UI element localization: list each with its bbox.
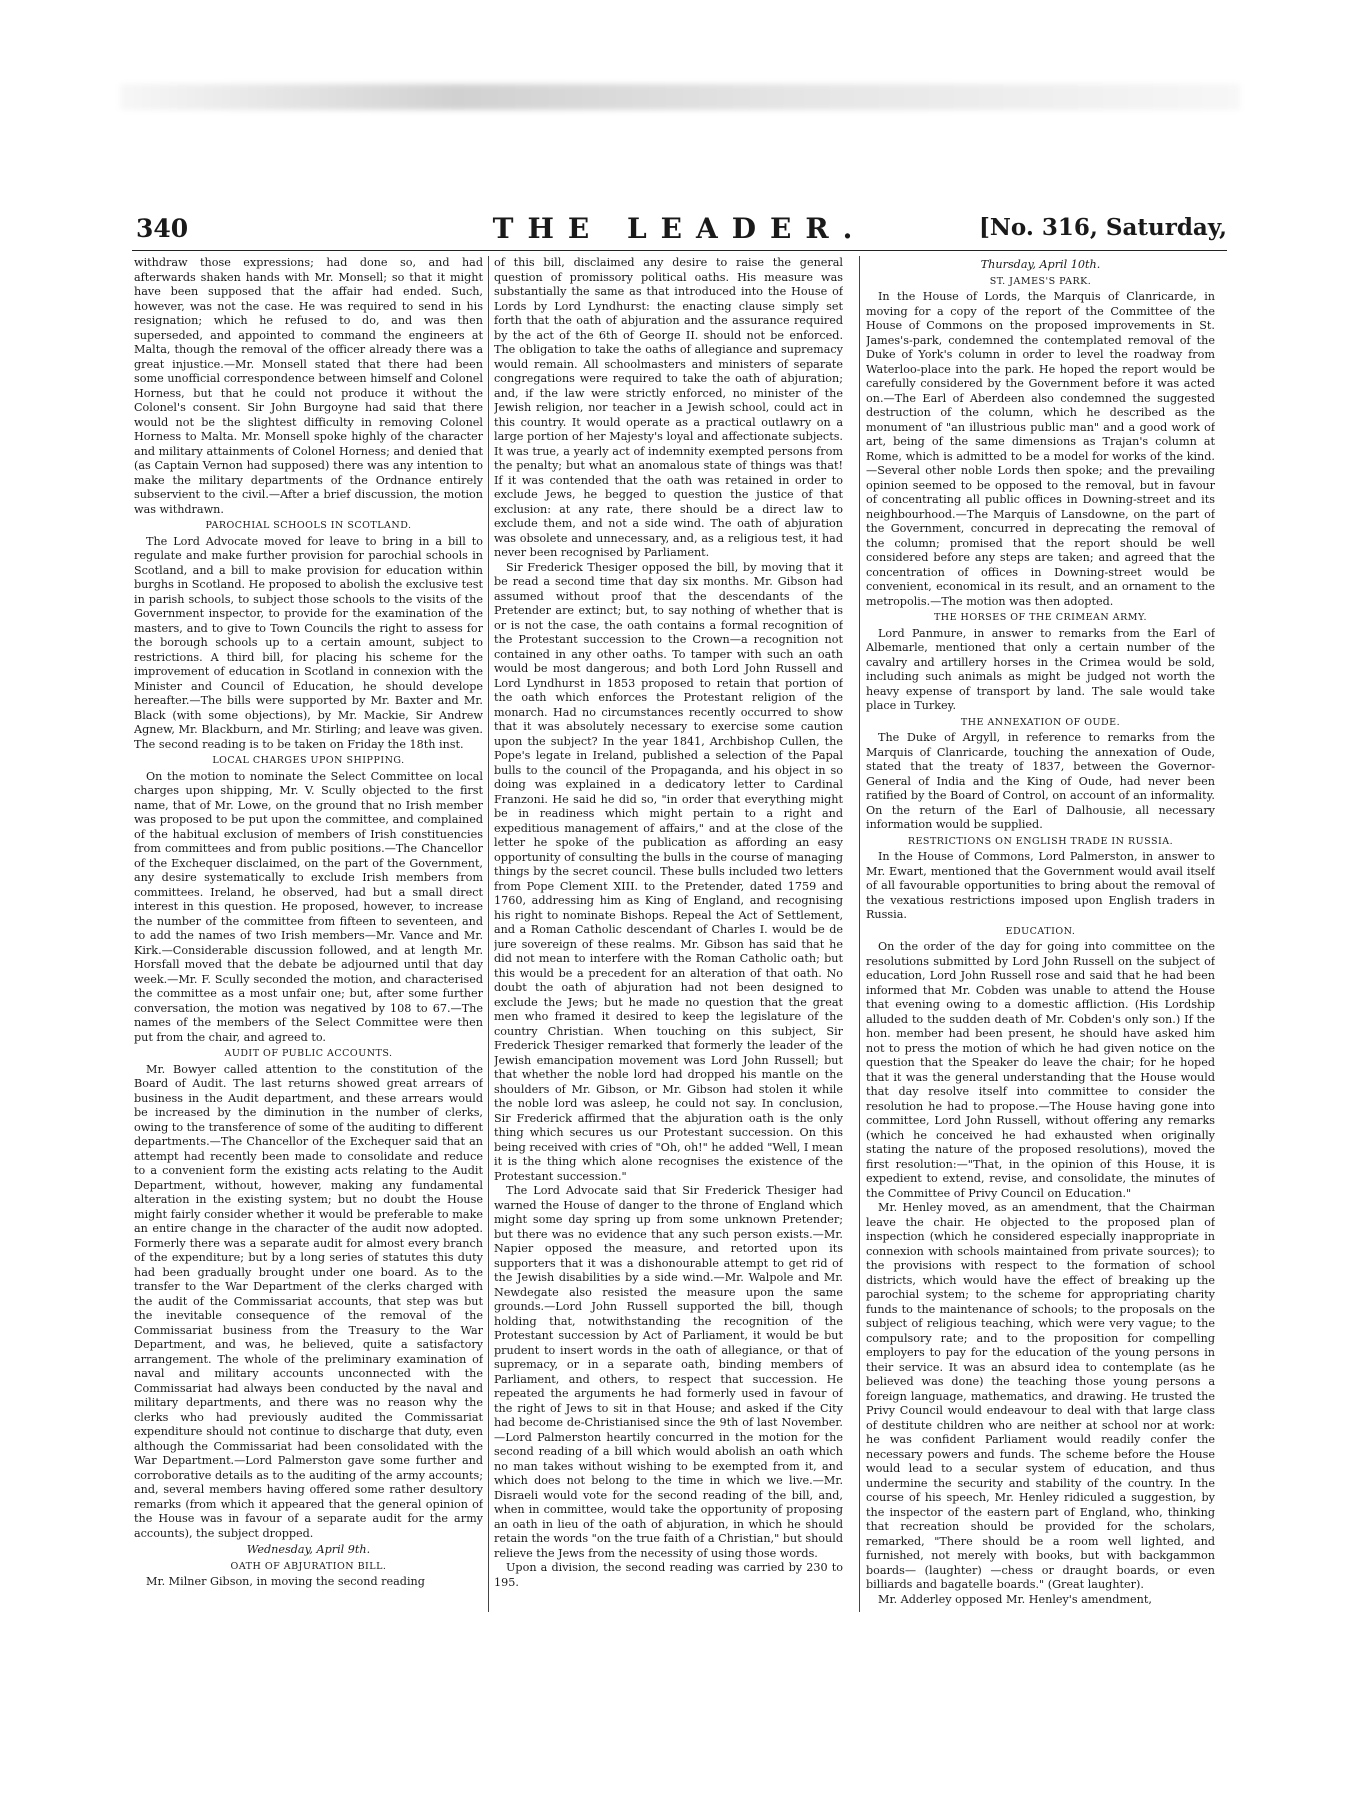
column-2 (494, 256, 843, 1612)
section-heading: EDUCATION. (1005, 925, 1076, 937)
article-paragraph: The Duke of Argyll, in reference to remarks from the Marquis of Clanricarde, touching the annexation of Oude, stated that the treaty of 1837, between the Governor-General of India and the King of Oude, had never been ratified by the Board of Control, on account of an informality. On the return of the Earl of Dalhousie, all necessary information would be supplied. (866, 731, 1215, 831)
dateline: Thursday, April 10th. (980, 258, 1101, 271)
article-paragraph: In the House of Commons, Lord Palmerston, in answer to Mr. Ewart, mentioned that the Government would avail itself of all favourable opportunities to bring about the removal of the vexatious restrictions imposed upon English traders in Russia. (866, 850, 1215, 921)
dateline: Wednesday, April 9th. (246, 1543, 371, 1556)
column-1 (134, 256, 483, 1612)
article-paragraph: Sir Frederick Thesiger opposed the bill, by moving that it be read a second time that day six months. Mr. Gibson had assumed without proof that the descendants of the Pretender are extinct; but, to say nothing of whether that is or is not the case, the oath contains a formal recognition of the Protestant succession to the Crown—a recognition not contained in any other oaths. To tamper with such an oath would be most dangerous; and both Lord John Russell and Lord Lyndhurst in 1853 proposed to retain that portion of the oath which enforces the Protestant religion of the monarch. Had no circumstances recently occurred to show that it was absolutely necessary to exercise some caution upon the subject? In the year 1841, Archbishop Cullen, the Pope's legate in Ireland, published a selection of the Papal bulls to the council of the Propaganda, and his object in so doing was explained in a dedicatory letter to Cardinal Franzoni. He said he did so, "in order that everything might be in readiness which might pertain to a right and expeditious management of affairs," and at the close of the letter he spoke of the publication as affording an easy opportunity of consulting the bulls in the course of managing things by the secret council. These bulls included two letters from Pope Clement XIII. to the Pretender, dated 1759 and 1760, addressing him as King of England, and recognising his right to nominate Bishops. Repeal the Act of Settlement, and a Roman Catholic descendant of Charles I. would be de jure sovereign of these realms. Mr. Gibson has said that he did not mean to interfere with the Roman Catholic oath; but this would be a precedent for an alteration of that oath. No doubt the oath of abjuration had not been designed to exclude the Jews; but he made no question that the great men who framed it desired to keep the legislature of the country Christian. When touching on this subject, Sir Frederick Thesiger remarked that formerly the leader of the Jewish emancipation movement was Lord John Russell; but that whether the noble lord had dropped his mantle on the shoulders of Mr. Gibson, or Mr. Gibson had stolen it while the noble lord was asleep, he could not say. In conclusion, Sir Frederick affirmed that the abjuration oath is the only thing which secures us our Protestant succession. On this being received with cries of "Oh, oh!" he added "Well, I mean it is the thing which alone recognises the existence of the Protestant succession." (494, 560, 843, 1183)
article-paragraph: withdraw those expressions; had done so, and had afterwards shaken hands with Mr. Monsell; so that it might have been supposed that the affair had ended. Such, however, was not the case. He was required to send in his resignation; which he refused to do, and was then superseded, and appointed to command the engineers at Malta, though the removal of the officer already there was a great injustice.—Mr. Monsell stated that there had been some unofficial correspondence between himself and Colonel Horness, but that he could not produce it without the Colonel's consent. Sir John Burgoyne had said that there would not be the slightest difficulty in removing Colonel Horness to Malta. Mr. Monsell spoke highly of the character and military attainments of Colonel Horness; and denied that (as Captain Vernon had supposed) there was any intention to make the military departments of the Ordnance entirely subservient to the civil.—After a brief discussion, the motion was withdrawn. (134, 256, 483, 516)
article-paragraph: On the motion to nominate the Select Committee on local charges upon shipping, Mr. V. Scully objected to the first name, that of Mr. Lowe, on the ground that no Irish member was proposed to be put upon the committee, and complained of the habitual exclusion of members of Irish constituencies from committees and from public positions.—The Chancellor of the Exchequer disclaimed, on the part of the Government, any desire systematically to exclude Irish members from committees. Ireland, he observed, had but a small direct interest in this question. He proposed, however, to increase the number of the committee from fifteen to seventeen, and to add the names of two Irish members—Mr. Vance and Mr. Kirk.—Considerable discussion followed, and at length Mr. Horsfall moved that the debate be adjourned until that day week.—Mr. F. Scully seconded the motion, and characterised the committee as a most unfair one; but, after some further conversation, the motion was negatived by 108 to 67.—The names of the members of the Select Committee were then put from the chair, and agreed to. (134, 769, 483, 1044)
article-paragraph: Mr. Henley moved, as an amendment, that the Chairman leave the chair. He objected to the proposed plan of inspection (which he considered especially inappropriate in connexion with schools maintained from private sources); to the provisions with respect to the formation of school districts, which would have the effect of breaking up the parochial system; to the scheme for appropriating charity funds to the maintenance of schools; to the proposals on the subject of religious teaching, which were very vague; to the compulsory rate; and to the proposition for compelling employers to pay for the education of the young persons in their service. It was an absurd idea to contemplate (as he believed was done) the teaching those young persons a foreign language, mathematics, and drawing. He trusted the Privy Council would endeavour to deal with that large class of destitute children who are neither at school nor at work: he was confident Parliament would readily confer the necessary powers and funds. The scheme before the House would lead to a secular system of education, and thus undermine the security and stability of the country. In the course of his speech, Mr. Henley ridiculed a suggestion, by the inspector of the eastern part of England, who, thinking that recreation should be provided for the scholars, remarked, "There should be a room well lighted, and furnished, not merely with books, but with backgammon boards— (laughter) —chess or draught boards, or even billiards and bagatelle boards." (Great laughter). (866, 1201, 1215, 1591)
article-paragraph: Upon a division, the second reading was carried by 230 to 195. (494, 1561, 843, 1589)
article-paragraph: The Lord Advocate said that Sir Frederick Thesiger had warned the House of danger to the throne of England which might some day spring up from some unknown Pretender; but there was no evidence that any such person exists.—Mr. Napier opposed the measure, and retorted upon its supporters that it was a dishonourable attempt to get rid of the Jewish disabilities by a side wind.—Mr. Walpole and Mr. Newdegate also resisted the measure upon the same grounds.—Lord John Russell supported the bill, though holding that, notwithstanding the recognition of the Protestant succession by Act of Parliament, it would be but prudent to insert words in the oath of allegiance, or that of supremacy, or in a separate oath, binding members of Parliament, and others, to respect that succession. He repeated the arguments he had formerly used in favour of the right of Jews to sit in that House; and asked if the City had become de-Christianised since the 9th of last November.—Lord Palmerston heartily concurred in the motion for the second reading of a bill which would abolish an oath which no man takes without wishing to be exempted from it, and which does not belong to the time in which we live.—Mr. Disraeli would vote for the second reading of the bill, and, when in committee, would take the opportunity of proposing an oath in lieu of the oath of abjuration, in which he should retain the words "on the true faith of a Christian," but should relieve the Jews from the necessity of using those words. (494, 1184, 843, 1560)
column-divider (488, 256, 489, 1612)
article-paragraph: The Lord Advocate moved for leave to bring in a bill to regulate and make further provision for parochial schools in Scotland, and a bill to make provision for education within burghs in Scotland. He proposed to abolish the exclusive test in parish schools, to subject those schools to the visits of the Government inspector, to provide for the examination of the masters, and to give to Town Councils the right to assess for the borough schools up to a certain amount, subject to restrictions. A third bill, for placing his scheme for the improvement of education in Scotland in connexion with the Minister and Council of Education, he should develope hereafter.—The bills were supported by Mr. Baxter and Mr. Black (with some objections), by Mr. Mackie, Sir Andrew Agnew, Mr. Blackburn, and Mr. Stirling; and leave was given. The second reading is to be taken on Friday the 18th inst. (134, 534, 483, 751)
newspaper-title: THE LEADER. (492, 212, 867, 245)
masthead (132, 212, 1227, 248)
article-paragraph: On the order of the day for going into committee on the resolutions submitted by Lord John Russell on the subject of education, Lord John Russell rose and said that he had been informed that Mr. Cobden was unable to attend the House that evening owing to a domestic affliction. (His Lordship alluded to the sudden death of Mr. Cobden's only son.) If the hon. member had been present, he should have asked him not to press the motion of which he had given notice on the question that the Speaker do leave the chair; for he hoped that it was the general understanding that the House would that day resolve itself into committee to consider the resolution he had to propose.—The House having gone into committee, Lord John Russell, without offering any remarks (which he conceived he had exhausted when originally stating the nature of the proposed resolutions), moved the first resolution:—"That, in the opinion of this House, it is expedient to extend, revise, and consolidate, the minutes of the Committee of Privy Council on Education." (866, 940, 1215, 1200)
section-heading: AUDIT OF PUBLIC ACCOUNTS. (224, 1048, 393, 1059)
article-paragraph: Mr. Adderley opposed Mr. Henley's amendment, (878, 1592, 1152, 1606)
issue-number: [No. 316, Saturday, (978, 214, 1227, 241)
page-number: 340 (136, 214, 189, 243)
section-heading: OATH OF ABJURATION BILL. (230, 1560, 387, 1572)
column-3 (866, 256, 1215, 1612)
article-paragraph: Lord Panmure, in answer to remarks from the Earl of Albemarle, mentioned that only a certain number of the cavalry and artillery horses in the Crimea would be sold, including such animals as might be judged not worth the heavy expense of transport by land. The sale would take place in Turkey. (866, 626, 1215, 712)
section-heading: RESTRICTIONS ON ENGLISH TRADE IN RUSSIA. (907, 835, 1174, 847)
article-paragraph: of this bill, disclaimed any desire to raise the general question of promissory political oaths. His measure was substantially the same as that introduced into the House of Lords by Lord Lyndhurst: the enacting clause simply set forth that the oath of abjuration and the assurance required by the act of the 6th of George II. should not be enforced. The obligation to take the oaths of allegiance and supremacy would remain. All schoolmasters and ministers of separate congregations were required to take the oath of abjuration; and, if the law were strictly enforced, no minister of the Jewish religion, nor teacher in a Jewish school, could act in this country. It would operate as a practical outlawry on a large portion of her Majesty's loyal and affectionate subjects. It was true, a yearly act of indemnity exempted persons from the penalty; but what an anomalous state of things was that! If it was contended that the oath was retained in order to exclude Jews, he begged to question the justice of that exclusion: at any rate, there should be a direct law to exclude them, and not a side wind. The oath of abjuration was obsolete and unnecessary, and, as a religious test, it had never been recognised by Parliament. (494, 256, 843, 559)
article-paragraph: In the House of Lords, the Marquis of Clanricarde, in moving for a copy of the report of the Committee of the House of Commons on the proposed improvements in St. James's-park, condemned the contemplated removal of the Duke of York's column in order to level the roadway from Waterloo-place into the park. He hoped the report would be carefully considered by the Government before it was acted on.—The Earl of Aberdeen also condemned the suggested destruction of the column, which he described as the monument of "an illustrious public man" and a good work of art, being of the same dimensions as Trajan's column at Rome, which is admitted to be a model for works of the kind.—Several other noble Lords then spoke; and the prevailing opinion seemed to be opposed to the removal, but in favour of concentrating all public offices in Downing-street and its neighbourhood.—The Marquis of Lansdowne, on the part of the Government, concurred in deprecating the removal of the column; promised that the report should be well considered before any steps are taken; and agreed that the concentration of offices in Downing-street would be convenient, economical in its result, and an ornament to the metropolis.—The motion was then adopted. (866, 290, 1215, 608)
section-heading: THE ANNEXATION OF OUDE. (960, 716, 1121, 728)
section-heading: ST. JAMES'S PARK. (989, 275, 1092, 287)
section-heading: PAROCHIAL SCHOOLS IN SCOTLAND. (205, 520, 412, 531)
article-paragraph: Mr. Milner Gibson, in moving the second reading (146, 1575, 425, 1588)
section-heading: LOCAL CHARGES UPON SHIPPING. (212, 755, 405, 766)
column-divider (859, 256, 860, 1612)
scan-smudge (120, 84, 1240, 110)
article-paragraph: Mr. Bowyer called attention to the constitution of the Board of Audit. The last returns showed great arrears of business in the Audit department, and these arrears would be increased by the diminution in the number of clerks, owing to the transference of some of the auditing to different departments.—The Chancellor of the Exchequer said that an attempt had recently been made to consolidate and reduce to a convenient form the existing acts relating to the Audit Department, without, however, making any fundamental alteration in the existing system; but no doubt the House might fairly consider whether it would be preferable to make an entire change in the character of the audit now adopted. Formerly there was a separate audit for almost every branch of the expenditure; but by a long series of statutes this duty had been gradually brought under one board. As to the transfer to the War Department of the clerks charged with the audit of the Commissariat accounts, that step was but the inevitable consequence of the removal of the Commissariat business from the Treasury to the War Department, and was, he believed, quite a satisfactory arrangement. The whole of the preliminary examination of naval and military accounts unconnected with the Commissariat had always been conducted by the naval and military departments, and there was no reason why the clerks who had previously audited the Commissariat expenditure should not continue to discharge that duty, even although the Commissariat had been consolidated with the War Department.—Lord Palmerston gave some further and corroborative details as to the auditing of the army accounts; and, several members having offered some rather desultory remarks (from which it appeared that the general opinion of the House was in favour of a separate audit for the army accounts), the subject dropped. (134, 1062, 483, 1540)
section-heading: THE HORSES OF THE CRIMEAN ARMY. (933, 612, 1148, 623)
header-rule (132, 250, 1227, 251)
